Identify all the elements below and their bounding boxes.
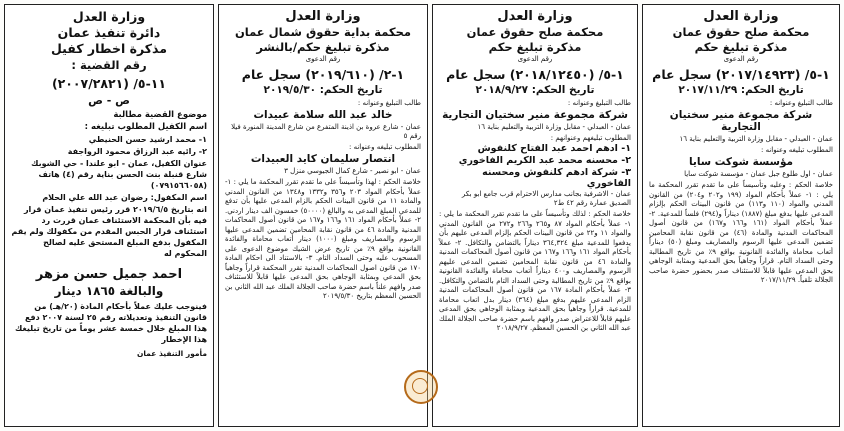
- notice-type: مذكرة تبليغ حكم/بالنشر: [256, 40, 390, 54]
- judgment-date: تاريخ الحكم: ٢٠١٩/٥/٣٠: [263, 84, 383, 96]
- case-type: ص - ص: [88, 94, 130, 107]
- notified-name: انتصار سليمان كايد العبيدات: [250, 153, 396, 165]
- case-number: ١١-٥/ (٢٠٠٧/٢٨٢١): [51, 76, 167, 91]
- applicant-label: طالب التبليغ وعنوانه :: [357, 99, 421, 107]
- notice-column-3: [218, 4, 428, 427]
- watermark-seal-icon: [404, 370, 438, 404]
- applicant-label: طالب التبليغ وعنوانه :: [567, 99, 631, 107]
- case-label: رقم القضية :: [71, 58, 147, 72]
- notified-list: [439, 143, 631, 189]
- notified-name: ٣- شركة ادهم كلنفوش ومحسنه الفاخوري: [482, 167, 631, 189]
- notified-address: عمان - اول طلوع جبل عمان - مؤسسة شوكت سايا: [684, 170, 833, 178]
- guarantor-name: ٢- رائيه عبد الرزاق محمود الرواجفة: [67, 147, 207, 156]
- court-name: محكمة بداية حقوق شمال عمان: [234, 25, 412, 39]
- guarantor-name: ١- محمد ارشيد حسن الحنيطي: [88, 135, 207, 144]
- ministry-title: وزارة العدل: [497, 9, 573, 24]
- applicant-name: خالد عبد الله سلامة عبيدات: [253, 109, 393, 121]
- case-label: رقم الدعوى: [723, 55, 759, 63]
- applicant-address: عمان - شارع عروة بن اذينة المتفرع من شارع المدينة المنورة فيلا رقم ٥: [231, 123, 421, 140]
- ministry-title: وزارة العدل: [703, 9, 779, 24]
- notice-type: مذكرة تبليغ حكم: [694, 40, 788, 54]
- guarantor-address: عنوان الكفيل، عمان - ابو علندا - حي الشوبك شارع قنبلة بنت الحسن بناية رقم (٤) هاتف (٠٧٩١٥٦٦٠٥٨): [31, 159, 207, 190]
- beneficiary-name: احمد جميل حسن مزهر: [35, 267, 183, 282]
- applicant-name: شركة مجموعة منير سختيان التجارية: [669, 109, 813, 133]
- judgment-summary: خلاصة الحكم : لذلك وتأسيساً على ما تقدم تقرر المحكمة ما يلي : ١- عملاً بأحكام المواد ٨٧ و٢٦٥ و٢٦٦ و٢٧٢ من القانون المدني والمواد ١١ و٢٢ من قانون البينات الحكم بإلزام المدعى عليهم بأن يدفعوا للمدعية مبلغ ٣٦٤,٣٢٤ ديناراً بالتضامن والتكافل. ٢- عملاً بأحكام المواد ١٦١ و١٦٦ و١٦٧ من قانون أصول المحاكمات المدنية والمادة ٤٦ من قانون نقابة المحامين تضمين المدعى عليهم الرسوم والمصاريف و٤٠٠ ديناراً أتعاب محاماة والفائدة القانونية بواقع ٩٪ من تاريخ المطالبة وحتى السداد التام بالتضامن والتكافل. ٣- عملاً بأحكام المادة ١٦٧ من قانون أصول المحاكمات المدنية الزام المدعى عليهم بدفع مبلغ (٣٦٤) دينار بدل اتعاب محاماة للمدعية. قراراً وجاهياً بحق المدعية وبمثابة الوجاهي بحق المدعى عليهم قابلاً للاعتراض صدر وافهم باسم حضرة صاحب الجلالة الملك عبد الله الثاني بن الحسين المعظم. ٢٠١٨/٩/٢٧: [439, 210, 632, 332]
- payment-warning: فينوجب عليك عملاً بأحكام المادة (٢٠/هـ) من قانون التنفيذ وتعديلاته رقم ٢٥ لسنة ٢٠٠٧ دفع هذا المبلغ خلال خمسة عشر يوماً من تاريخ تبليغك هذا الإخطار: [14, 302, 207, 344]
- court-name: محكمة صلح حقوق عمان: [672, 25, 810, 39]
- notice-type: مذكرة تبليغ حكم: [488, 40, 582, 54]
- case-label: رقم الدعوى: [305, 55, 341, 63]
- notice-column-1: [642, 4, 840, 427]
- judgment-date: تاريخ الحكم: ٢٠١٧/١١/٢٩: [678, 84, 804, 96]
- applicant-address: عمان - العبدلي - مقابل وزارة التربية والتعليم بناية ١٦: [477, 123, 631, 131]
- case-number: ١-٥/ (٢٠١٧/١٤٩٢٣) سجل عام: [652, 67, 830, 82]
- applicant-label: طالب التبليغ وعنوانه :: [769, 99, 833, 107]
- applicant-address: عمان - العبدلي - مقابل وزارة التربية والتعليم بناية ١٦: [679, 135, 833, 143]
- case-number: ١-٢/ (٢٠١٩/٦١٠) سجل عام: [241, 67, 405, 82]
- notice-column-4: [4, 4, 214, 427]
- court-name: محكمة صلح حقوق عمان: [466, 25, 604, 39]
- amount-due: والبالغة ١٨٦٥ دينار: [54, 284, 164, 298]
- notice-type: مذكرة اخطار كفيل: [51, 41, 167, 56]
- department-name: دائرة تنفيذ عمان: [57, 25, 161, 40]
- notified-name: ١- ادهم احمد عبد الفتاح كلنفوش: [477, 143, 631, 154]
- guaranteed-name: اسم المكفول: رضوان عبد الله علي الحلام: [42, 193, 207, 202]
- notice-body: انه بتاريخ ٢٠١٩/٦/٥ قرر رئيس تنفيذ عمان قرار فيه بأن المحكمة الاستئناف عمان قررت رد استئناف قرار الحبس المقدم من مكفولك ولم يقم المكفول بدفع المبلغ المستحق عليه لصالح المحكوم له: [11, 205, 207, 258]
- notified-address: عمان - الاشرفية بجانب مدارس الاحترام قرب جامع ابو بكر الصديق عمارة رقم ٤٢ ط٢: [461, 190, 631, 207]
- case-number: ١-٥/ (٢٠١٨/١٢٤٥٠) سجل عام: [446, 67, 624, 82]
- applicant-name: شركة مجموعة منير سختيان التجارية: [442, 109, 628, 121]
- notified-address: عمان - ابو نصير - شارع كمال الجيوسي منزل ٣: [284, 167, 421, 175]
- judgment-summary: خلاصة الحكم : لهذا وتأسيساً على ما تقدم تقرر المحكمة ما يلي : ١- عملاً بأحكام المواد ٢٠٣ و٣٥٦ و١٣٣٢ و١٣٤٨ من القانون المدني والمادة ١١ من قانون البينات الحكم بالزام المدعى عليها بأن تدفع للمدعي المبلغ المدعى به والبالغ (٥٠٠٠٠) خمسون الف دينار اردني. ٢- عملاً بأحكام المواد ١٦١ و١٦٦ و١٦٧ من قانون أصول المحاكمات المدنية والمادة ٤٦ من قانون نقابة المحامين تضمين المدعى عليها الرسوم والمصاريف ومبلغ (١٠٠٠) دينار أتعاب محاماة والفائدة القانونية بواقع ٩٪ من تاريخ عرض الشيك موضوع الدعوى على المسحوب عليه وحتى السداد التام. ٣- بالاستناد الى احكام المادة ١٧٠ من قانون اصول المحاكمات المدنية تقرر المحكمة قراراً وجاهياً بحق المدعي وبمثابة الوجاهي بحق المدعى عليها قابلاً للاستئناف صدر وافهم علناً باسم حضرة صاحب الجلالة الملك عبد الله الثاني بن الحسين المعظم بتاريخ ٢٠١٩/٥/٣٠: [225, 178, 422, 300]
- notified-label: المطلوب تبليغهم وعنوانهم :: [550, 134, 631, 142]
- notified-name: مؤسسة شوكت سايا: [688, 156, 794, 168]
- ministry-title: وزارة العدل: [72, 9, 146, 24]
- guarantors-label: اسم الكفيل المطلوب تبليغه :: [84, 122, 207, 132]
- notified-label: المطلوب تبليغه وعنوانه :: [349, 143, 421, 151]
- judgment-summary: خلاصة الحكم : وعليه وتأسيساً على ما تقدم تقرر المحكمة ما يلي : ١- عملاً بأحكام المواد (١٩٩ و٢٠٢ و٢٠٤) من القانون المدني والمواد (١١٠ و١١٣) من قانون البينات الحكم بإلزام المدعى عليها بدفع مبلغ (١٨٨٧) ديناراً و(٢٩٤) فلساً للمدعية. ٢- عملاً بأحكام المواد (١٦١ و١٦٦ و١٦٧) من قانون أصول المحاكمات المدنية والمادة (٤٦) من قانون نقابة المحامين تضمين المدعى عليها الرسوم والمصاريف ومبلغ (٥٠) ديناراً أتعاب محاماة والفائدة القانونية بواقع ٩٪ من تاريخ المطالبة وحتى السداد التام. قراراً وجاهياً بحق المدعية وبمثابة الوجاهي بحق المدعى عليها قابلاً للاستئناف صدر بحضور حضرة صاحب الجلالة تلقياً. ٢٠١٧/١١/٢٩: [649, 181, 834, 284]
- case-label: رقم الدعوى: [517, 55, 553, 63]
- notified-name: ٢- محسنه محمد عبد الكريم الفاخوري: [458, 155, 631, 166]
- notice-column-2: [432, 4, 638, 427]
- case-subject: موضوع القضية مطالبة: [113, 110, 207, 120]
- ministry-title: وزارة العدل: [285, 9, 361, 24]
- signer: مأمور التنفيذ عمان: [136, 349, 207, 358]
- judgment-date: تاريخ الحكم: ٢٠١٨/٩/٢٧: [475, 84, 595, 96]
- notified-label: المطلوب تبليغه وعنوانه :: [761, 146, 833, 154]
